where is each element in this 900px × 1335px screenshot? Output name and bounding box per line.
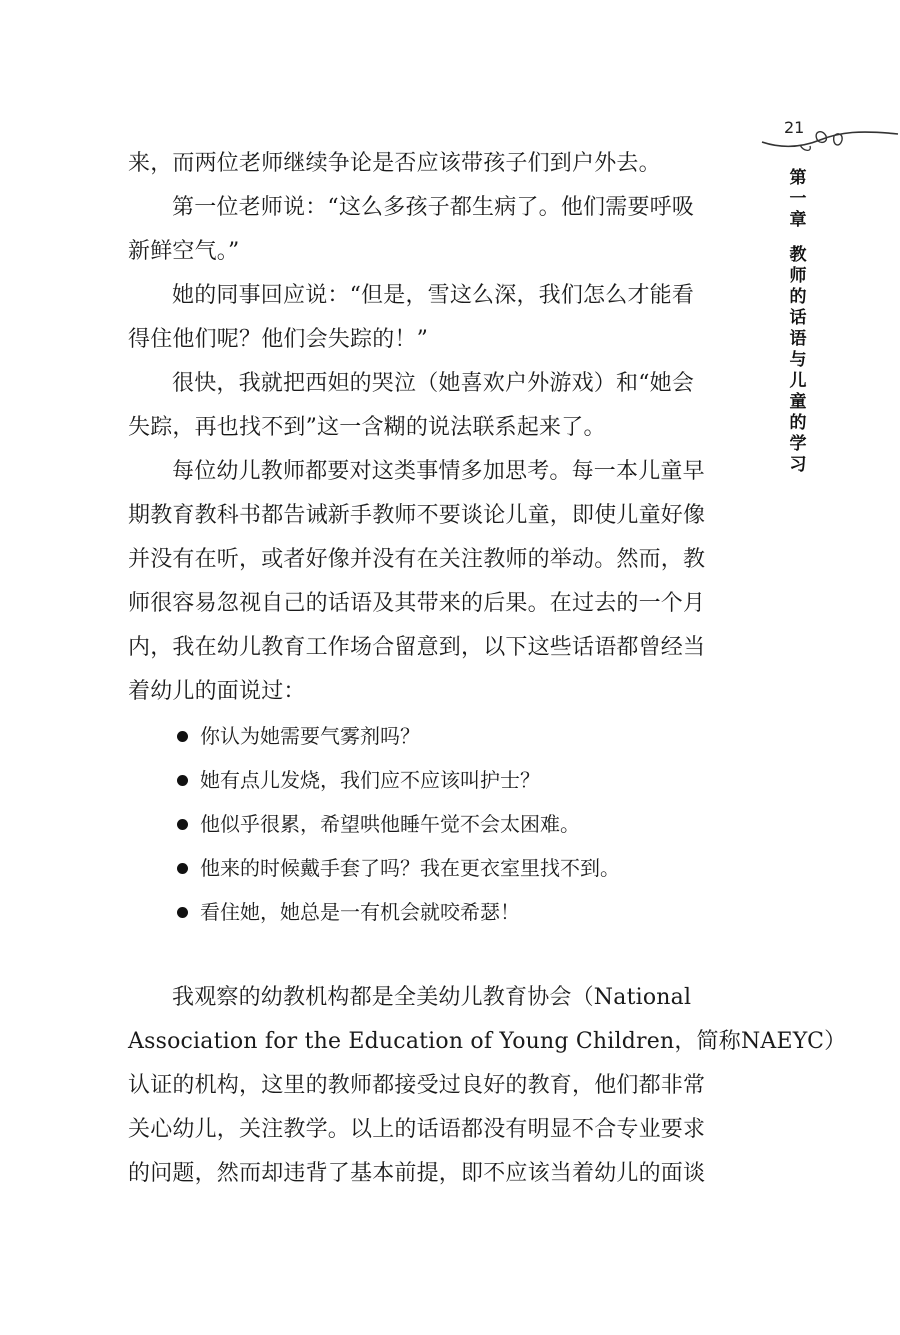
chapter-title-char: 的	[789, 287, 807, 307]
list-item-text: 她有点儿发烧，我们应不应该叫护士？	[200, 768, 540, 792]
paragraph-line: 师很容易忽视自己的话语及其带来的后果。在过去的一个月	[128, 591, 706, 616]
chapter-label-char: 一	[789, 189, 807, 209]
chapter-title-char: 语	[789, 329, 807, 349]
paragraph-line: 着幼儿的面说过：	[128, 679, 306, 704]
paragraph-line: 来，而两位老师继续争论是否应该带孩子们到户外去。	[128, 151, 661, 176]
paragraph-line: 得住他们呢？他们会失踪的！”	[128, 327, 429, 352]
vine-ornament-icon	[760, 122, 900, 162]
list-item-text: 他来的时候戴手套了吗？我在更衣室里找不到。	[200, 856, 620, 880]
paragraphs-before	[128, 142, 720, 714]
paragraph-line: Association for the Education of Young Children，简称NAEYC）	[128, 1029, 847, 1054]
paragraph-line: 并没有在听，或者好像并没有在关注教师的举动。然而，教	[128, 547, 706, 572]
paragraph-line: 认证的机构，这里的教师都接受过良好的教育，他们都非常	[128, 1073, 706, 1098]
bullet-dot-icon	[177, 863, 188, 874]
paragraph-line: 的问题，然而却违背了基本前提，即不应该当着幼儿的面谈	[128, 1161, 706, 1186]
bullet-dot-icon	[177, 731, 188, 742]
body-text	[128, 142, 847, 1196]
bullet-dot-icon	[177, 819, 188, 830]
paragraph-line: 新鲜空气。”	[128, 239, 240, 264]
chapter-label-char: 章	[789, 210, 807, 230]
chapter-title-char: 童	[789, 392, 807, 412]
paragraph-line: 内，我在幼儿教育工作场合留意到，以下这些话语都曾经当	[128, 635, 706, 660]
chapter-title-char: 习	[789, 455, 807, 475]
chapter-title-char: 师	[789, 266, 807, 286]
list-item-text: 看住她，她总是一有机会就咬希瑟！	[200, 900, 520, 924]
paragraph-line: 她的同事回应说：“但是，雪这么深，我们怎么才能看	[172, 283, 695, 308]
paragraph-line: 关心幼儿，关注教学。以上的话语都没有明显不合专业要求	[128, 1117, 706, 1142]
bullet-list	[128, 714, 720, 934]
list-item	[128, 714, 720, 758]
page-number: 21	[784, 118, 805, 137]
paragraph-line: 我观察的幼教机构都是全美幼儿教育协会（National	[172, 985, 692, 1010]
list-item	[128, 890, 720, 934]
running-head-chapter	[786, 168, 810, 476]
bullet-dot-icon	[177, 775, 188, 786]
list-item-text: 你认为她需要气雾剂吗？	[200, 724, 420, 748]
paragraph-line: 每位幼儿教师都要对这类事情多加思考。每一本儿童早	[172, 459, 705, 484]
chapter-title-char: 儿	[789, 371, 807, 391]
chapter-title-char: 与	[789, 350, 807, 370]
list-item-text: 他似乎很累，希望哄他睡午觉不会太困难。	[200, 812, 580, 836]
list-item	[128, 802, 720, 846]
list-item	[128, 846, 720, 890]
list-item	[128, 758, 720, 802]
bullet-dot-icon	[177, 907, 188, 918]
chapter-title-char: 教	[789, 245, 807, 265]
paragraph-line: 第一位老师说：“这么多孩子都生病了。他们需要呼吸	[172, 195, 695, 220]
chapter-label-char: 第	[789, 168, 807, 188]
paragraph-line: 失踪，再也找不到”这一含糊的说法联系起来了。	[128, 415, 606, 440]
chapter-title-char: 学	[789, 434, 807, 454]
chapter-title-char: 的	[789, 413, 807, 433]
chapter-title-char: 话	[789, 308, 807, 328]
paragraph-line: 很快，我就把西妲的哭泣（她喜欢户外游戏）和“她会	[172, 371, 695, 396]
paragraphs-after	[128, 976, 847, 1196]
paragraph-line: 期教育教科书都告诫新手教师不要谈论儿童，即使儿童好像	[128, 503, 706, 528]
